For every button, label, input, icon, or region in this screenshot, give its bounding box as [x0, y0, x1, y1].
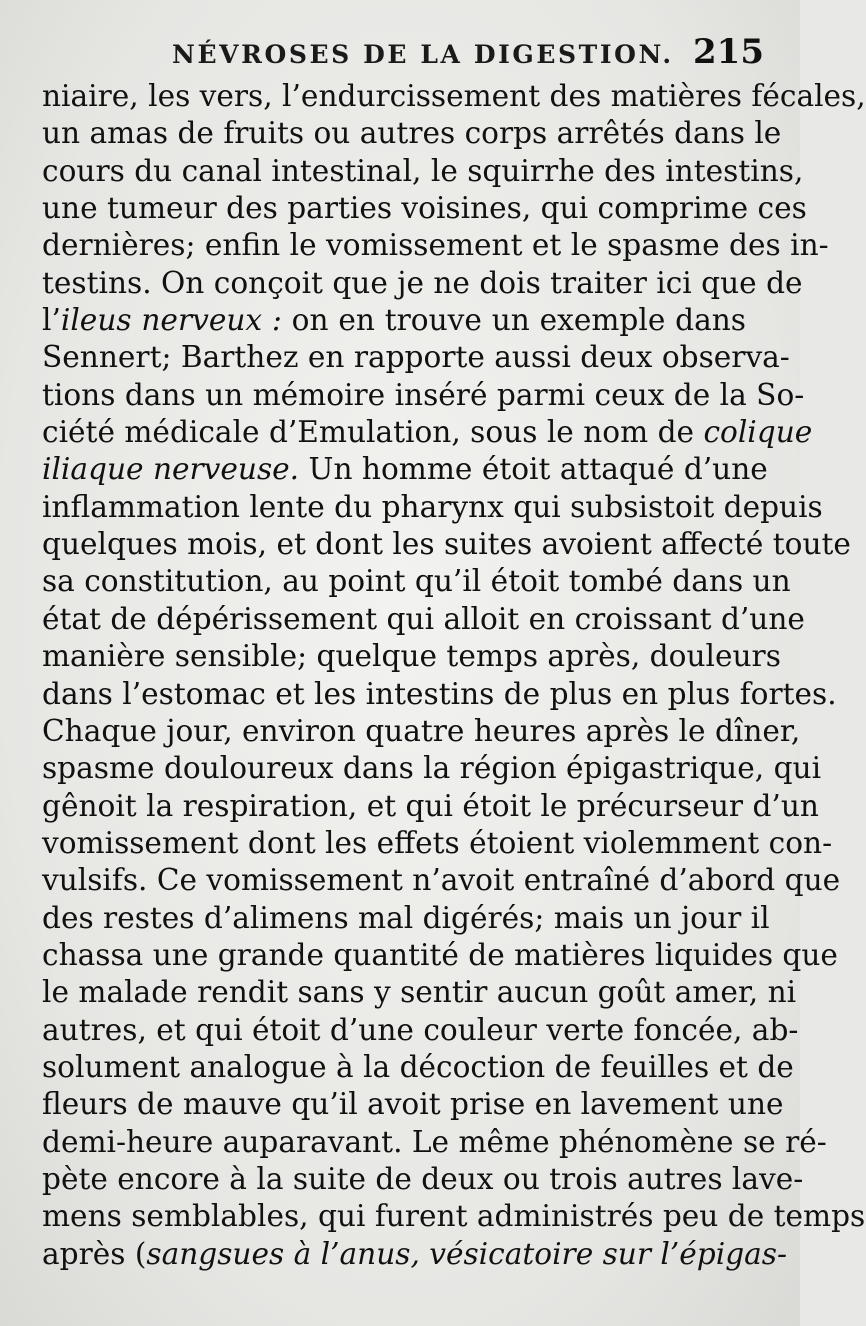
italic-text-segment: ileus nerveux : [60, 303, 282, 338]
text-line [42, 265, 803, 302]
text-line [42, 414, 813, 451]
page-number: 215 [693, 32, 764, 72]
italic-text-segment: colique [703, 415, 813, 450]
text-line [42, 526, 851, 563]
text-segment: cours du canal intestinal, le squirrhe des intestins, [42, 153, 804, 188]
text-segment: Sennert; Barthez en rapporte aussi deux observa- [42, 340, 790, 375]
text-line [42, 676, 837, 713]
text-segment: une tumeur des parties voisines, qui comprime ces [42, 191, 807, 226]
text-line [42, 190, 807, 227]
italic-text-segment: iliaque nerveuse. [42, 452, 300, 487]
text-line [42, 638, 781, 675]
text-line [42, 1198, 866, 1235]
text-line [42, 862, 841, 899]
text-line [42, 974, 797, 1011]
page-header [40, 32, 764, 76]
text-segment: tions dans un mémoire inséré parmi ceux de la So- [42, 377, 805, 412]
text-segment: vomissement dont les effets étoient violemment con- [42, 825, 833, 860]
text-line [42, 302, 746, 339]
text-line [42, 489, 823, 526]
text-segment: solument analogue à la décoction de feuilles et de [42, 1049, 794, 1084]
text-segment: pète encore à la suite de deux ou trois autres lave- [42, 1161, 804, 1196]
text-line [42, 377, 805, 414]
text-segment: fleurs de mauve qu’il avoit prise en lavement une [42, 1087, 784, 1122]
text-line [42, 713, 801, 750]
text-segment: demi-heure auparavant. Le même phénomène se ré- [42, 1124, 827, 1159]
text-line [42, 339, 790, 376]
text-segment: on en trouve un exemple dans [281, 303, 746, 338]
running-title: NÉVROSES DE LA DIGESTION. [172, 40, 674, 69]
text-line [42, 1161, 804, 1198]
text-segment: dans l’estomac et les intestins de plus en plus fortes. [42, 676, 837, 711]
text-line [42, 788, 819, 825]
text-segment: Un homme étoit attaqué d’une [299, 452, 768, 487]
text-line [42, 563, 791, 600]
text-segment: après ( [42, 1236, 147, 1271]
text-segment: gênoit la respiration, et qui étoit le précurseur d’un [42, 788, 819, 823]
text-segment: mens semblables, qui furent administrés peu de temps [42, 1199, 866, 1234]
text-line [42, 1236, 787, 1273]
text-segment: un amas de fruits ou autres corps arrêtés dans le [42, 116, 782, 151]
text-segment: spasme douloureux dans la région épigastrique, qui [42, 751, 822, 786]
text-segment: sa constitution, au point qu’il étoit tombé dans un [42, 564, 791, 599]
text-line [42, 1086, 784, 1123]
text-segment: testins. On conçoit que je ne dois traiter ici que de [42, 265, 803, 300]
text-line [42, 750, 822, 787]
body-text [42, 78, 866, 1273]
text-line [42, 227, 829, 264]
text-segment: chassa une grande quantité de matières liquides que [42, 937, 838, 972]
text-segment: manière sensible; quelque temps après, douleurs [42, 639, 781, 674]
text-line [42, 825, 833, 862]
text-line [42, 1012, 799, 1049]
text-line [42, 451, 768, 488]
text-line [42, 900, 770, 937]
text-segment: autres, et qui étoit d’une couleur verte foncée, ab- [42, 1012, 799, 1047]
text-line [42, 115, 782, 152]
text-segment: des restes d’alimens mal digérés; mais un jour il [42, 900, 770, 935]
text-line [42, 1049, 794, 1086]
text-segment: inflammation lente du pharynx qui subsistoit depuis [42, 489, 823, 524]
text-segment: ciété médicale d’Emulation, sous le nom de [42, 415, 704, 450]
text-segment: Chaque jour, environ quatre heures après le dîner, [42, 713, 801, 748]
text-line [42, 153, 804, 190]
text-segment: quelques mois, et dont les suites avoient affecté toute [42, 527, 851, 562]
text-segment: état de dépérissement qui alloit en croissant d’une [42, 601, 805, 636]
text-line [42, 601, 805, 638]
text-segment: le malade rendit sans y sentir aucun goût amer, ni [42, 975, 797, 1010]
text-segment: vulsifs. Ce vomissement n’avoit entraîné d’abord que [42, 863, 841, 898]
text-line [42, 78, 866, 115]
italic-text-segment: sangsues à l’anus, vésicatoire sur l’épigas- [146, 1236, 787, 1271]
text-segment: niaire, les vers, l’endurcissement des matières fécales, [42, 79, 866, 113]
text-segment: l’ [42, 303, 61, 338]
text-line [42, 1124, 827, 1161]
text-line [42, 937, 838, 974]
text-segment: dernières; enfin le vomissement et le spasme des in- [42, 228, 829, 263]
